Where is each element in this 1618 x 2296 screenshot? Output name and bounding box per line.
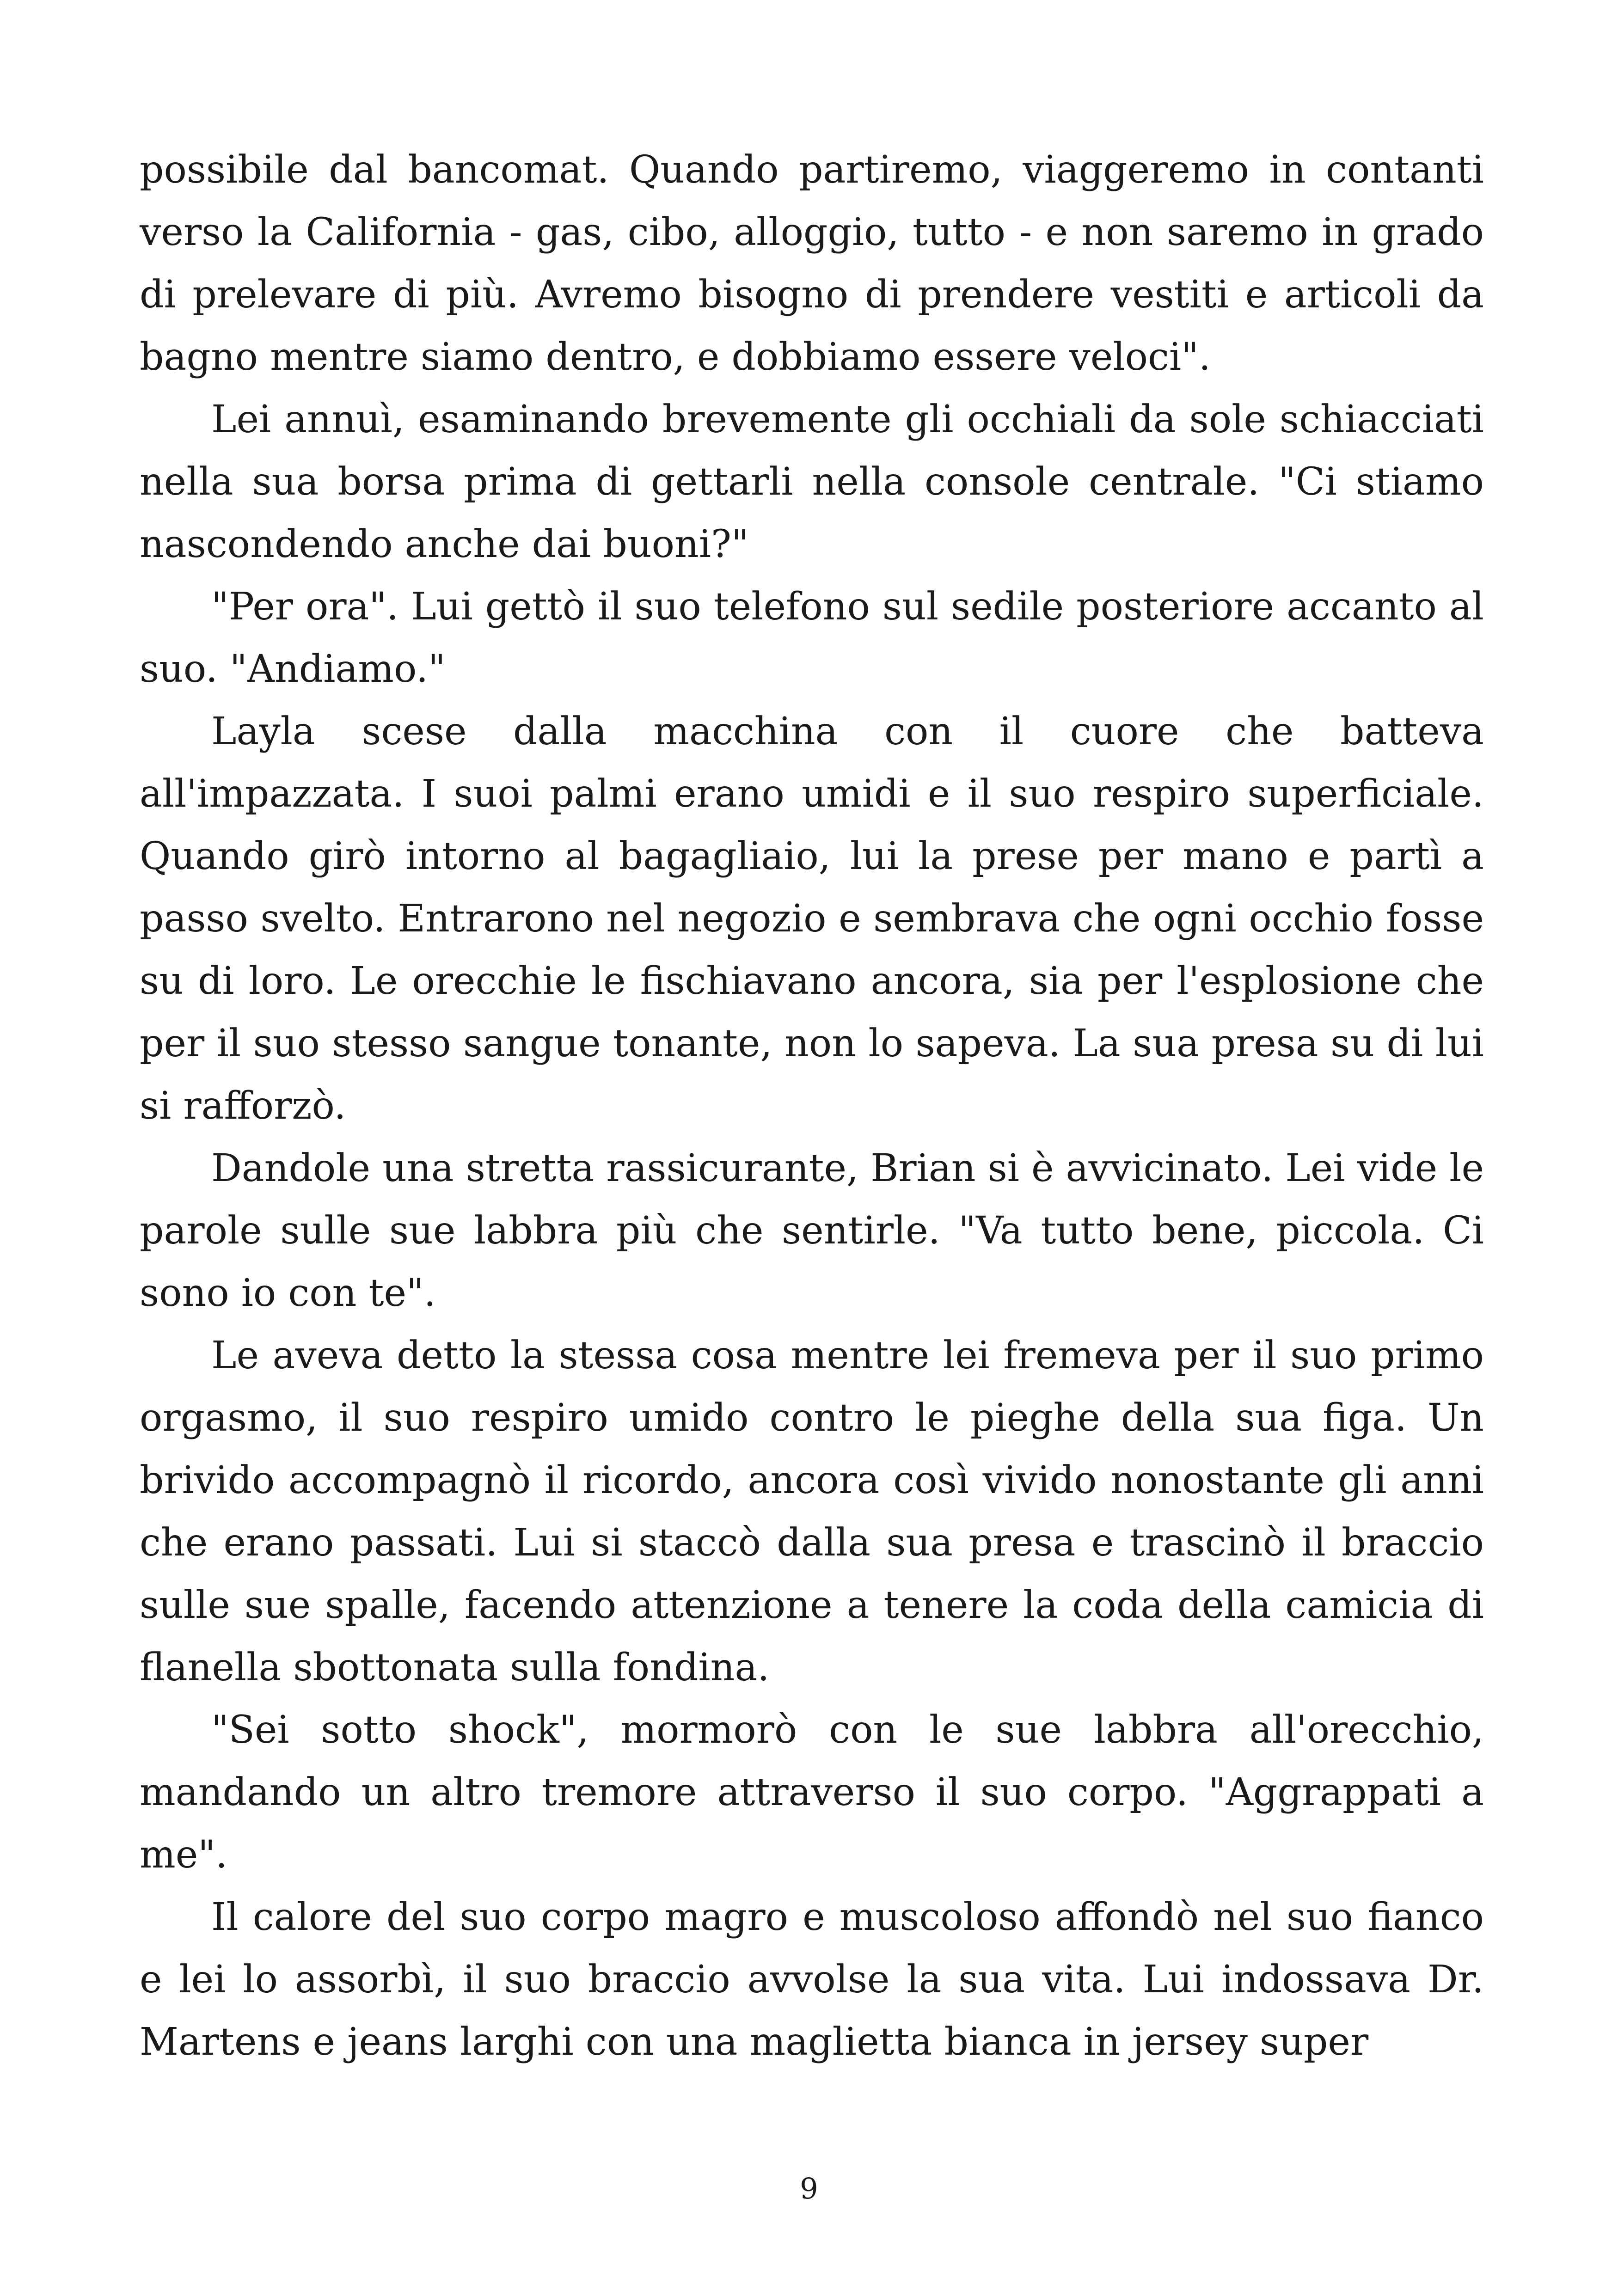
paragraph: "Per ora". Lui gettò il suo telefono sul sedile posteriore accanto al suo. "Andiamo." bbox=[140, 585, 1484, 691]
paragraph: possibile dal bancomat. Quando partiremo, viaggeremo in contanti verso la California - gas, cibo, alloggio, tutto - e non saremo in grado di prelevare di più. Avremo bisogno di prendere vestiti e articoli da bagno mentre siamo dentro, e dobbiamo essere veloci". bbox=[140, 148, 1484, 379]
body-text bbox=[140, 139, 1484, 2073]
paragraph: Lei annuì, esaminando brevemente gli occhiali da sole schiacciati nella sua borsa prima di gettarli nella console centrale. "Ci stiamo nascondendo anche dai buoni?" bbox=[140, 398, 1484, 566]
paragraph: Le aveva detto la stessa cosa mentre lei fremeva per il suo primo orgasmo, il suo respiro umido contro le pieghe della sua figa. Un brivido accompagnò il ricordo, ancora così vivido nonostante gli anni che erano passati. Lui si staccò dalla sua presa e trascinò il braccio sulle sue spalle, facendo attenzione a tenere la coda della camicia di flanella sbottonata sulla fondina. bbox=[140, 1334, 1484, 1690]
paragraph: Layla scese dalla macchina con il cuore che batteva all'impazzata. I suoi palmi erano umidi e il suo respiro superficiale. Quando girò intorno al bagagliaio, lui la prese per mano e partì a passo svelto. Entrarono nel negozio e sembrava che ogni occhio fosse su di loro. Le orecchie le fischiavano ancora, sia per l'esplosione che per il suo stesso sangue tonante, non lo sapeva. La sua presa su di lui si rafforzò. bbox=[140, 710, 1484, 1128]
paragraph: Dandole una stretta rassicurante, Brian si è avvicinato. Lei vide le parole sulle sue labbra più che sentirle. "Va tutto bene, piccola. Ci sono io con te". bbox=[140, 1146, 1484, 1315]
page-number: 9 bbox=[800, 2172, 818, 2205]
paragraph: Il calore del suo corpo magro e muscoloso affondò nel suo fianco e lei lo assorbì, il suo braccio avvolse la sua vita. Lui indossava Dr. Martens e jeans larghi con una maglietta bianca in jersey super bbox=[140, 1895, 1484, 2064]
paragraph: "Sei sotto shock", mormorò con le sue labbra all'orecchio, mandando un altro tremore attraverso il suo corpo. "Aggrappati a me". bbox=[140, 1708, 1484, 1877]
